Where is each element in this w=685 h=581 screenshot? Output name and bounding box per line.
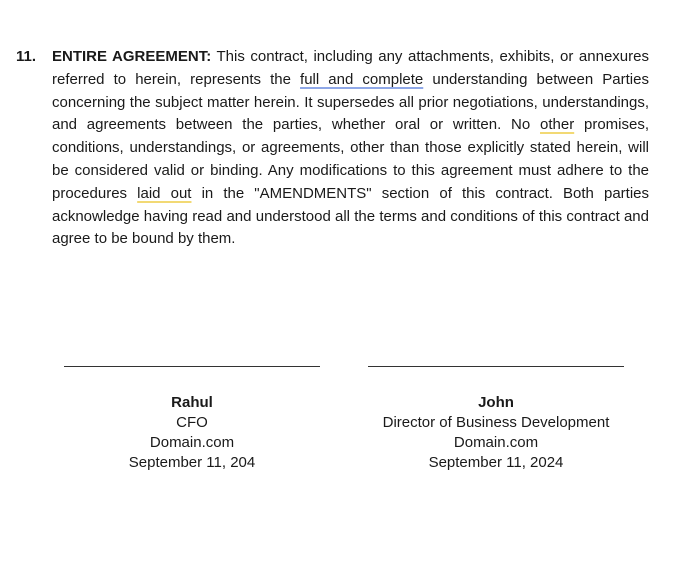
signature-block-right (368, 354, 624, 473)
signatory-name: Rahul (171, 394, 213, 411)
entire-agreement-clause (16, 46, 649, 251)
signature-block-left (64, 354, 320, 473)
signature-date: September 11, 204 (128, 454, 256, 471)
signature-line (64, 366, 320, 367)
highlight-other[interactable]: other (540, 116, 575, 134)
signatory-title: CFO (176, 414, 208, 431)
clause-text-1: This contract, including any attachments, exhibits, or annexures referred to herein, represents the (52, 48, 649, 88)
clause-heading: ENTIRE AGREEMENT: (52, 48, 212, 65)
signatory-company: Domain.com (453, 434, 539, 451)
clause-text-2: understanding between Parties concerning the subject matter herein. It supersedes all prior negotiations, understandings, and agreements between the parties, whether oral or written. No (52, 70, 649, 134)
signatory-name: John (478, 394, 514, 411)
clause-number: 11. (16, 48, 37, 65)
signature-line (368, 366, 624, 367)
highlight-full-and-complete[interactable]: full and complete (300, 70, 424, 88)
signatory-title: Director of Business Development (382, 414, 610, 431)
highlight-laid-out[interactable]: laid out (137, 184, 192, 202)
signatory-company: Domain.com (149, 434, 235, 451)
clause-text-3: promises, conditions, understandings, or agreements, other than those explicitly stated herein, will be considered valid or binding. Any modifications to this agreement must adhere to the procedures (52, 116, 649, 202)
clause-body (52, 46, 649, 251)
signature-date: September 11, 2024 (428, 454, 564, 471)
clause-text-4: in the "AMENDMENTS" section of this contract. Both parties acknowledge having read and understood all the terms and conditions of this contract and agree to be bound by them. (52, 184, 650, 248)
